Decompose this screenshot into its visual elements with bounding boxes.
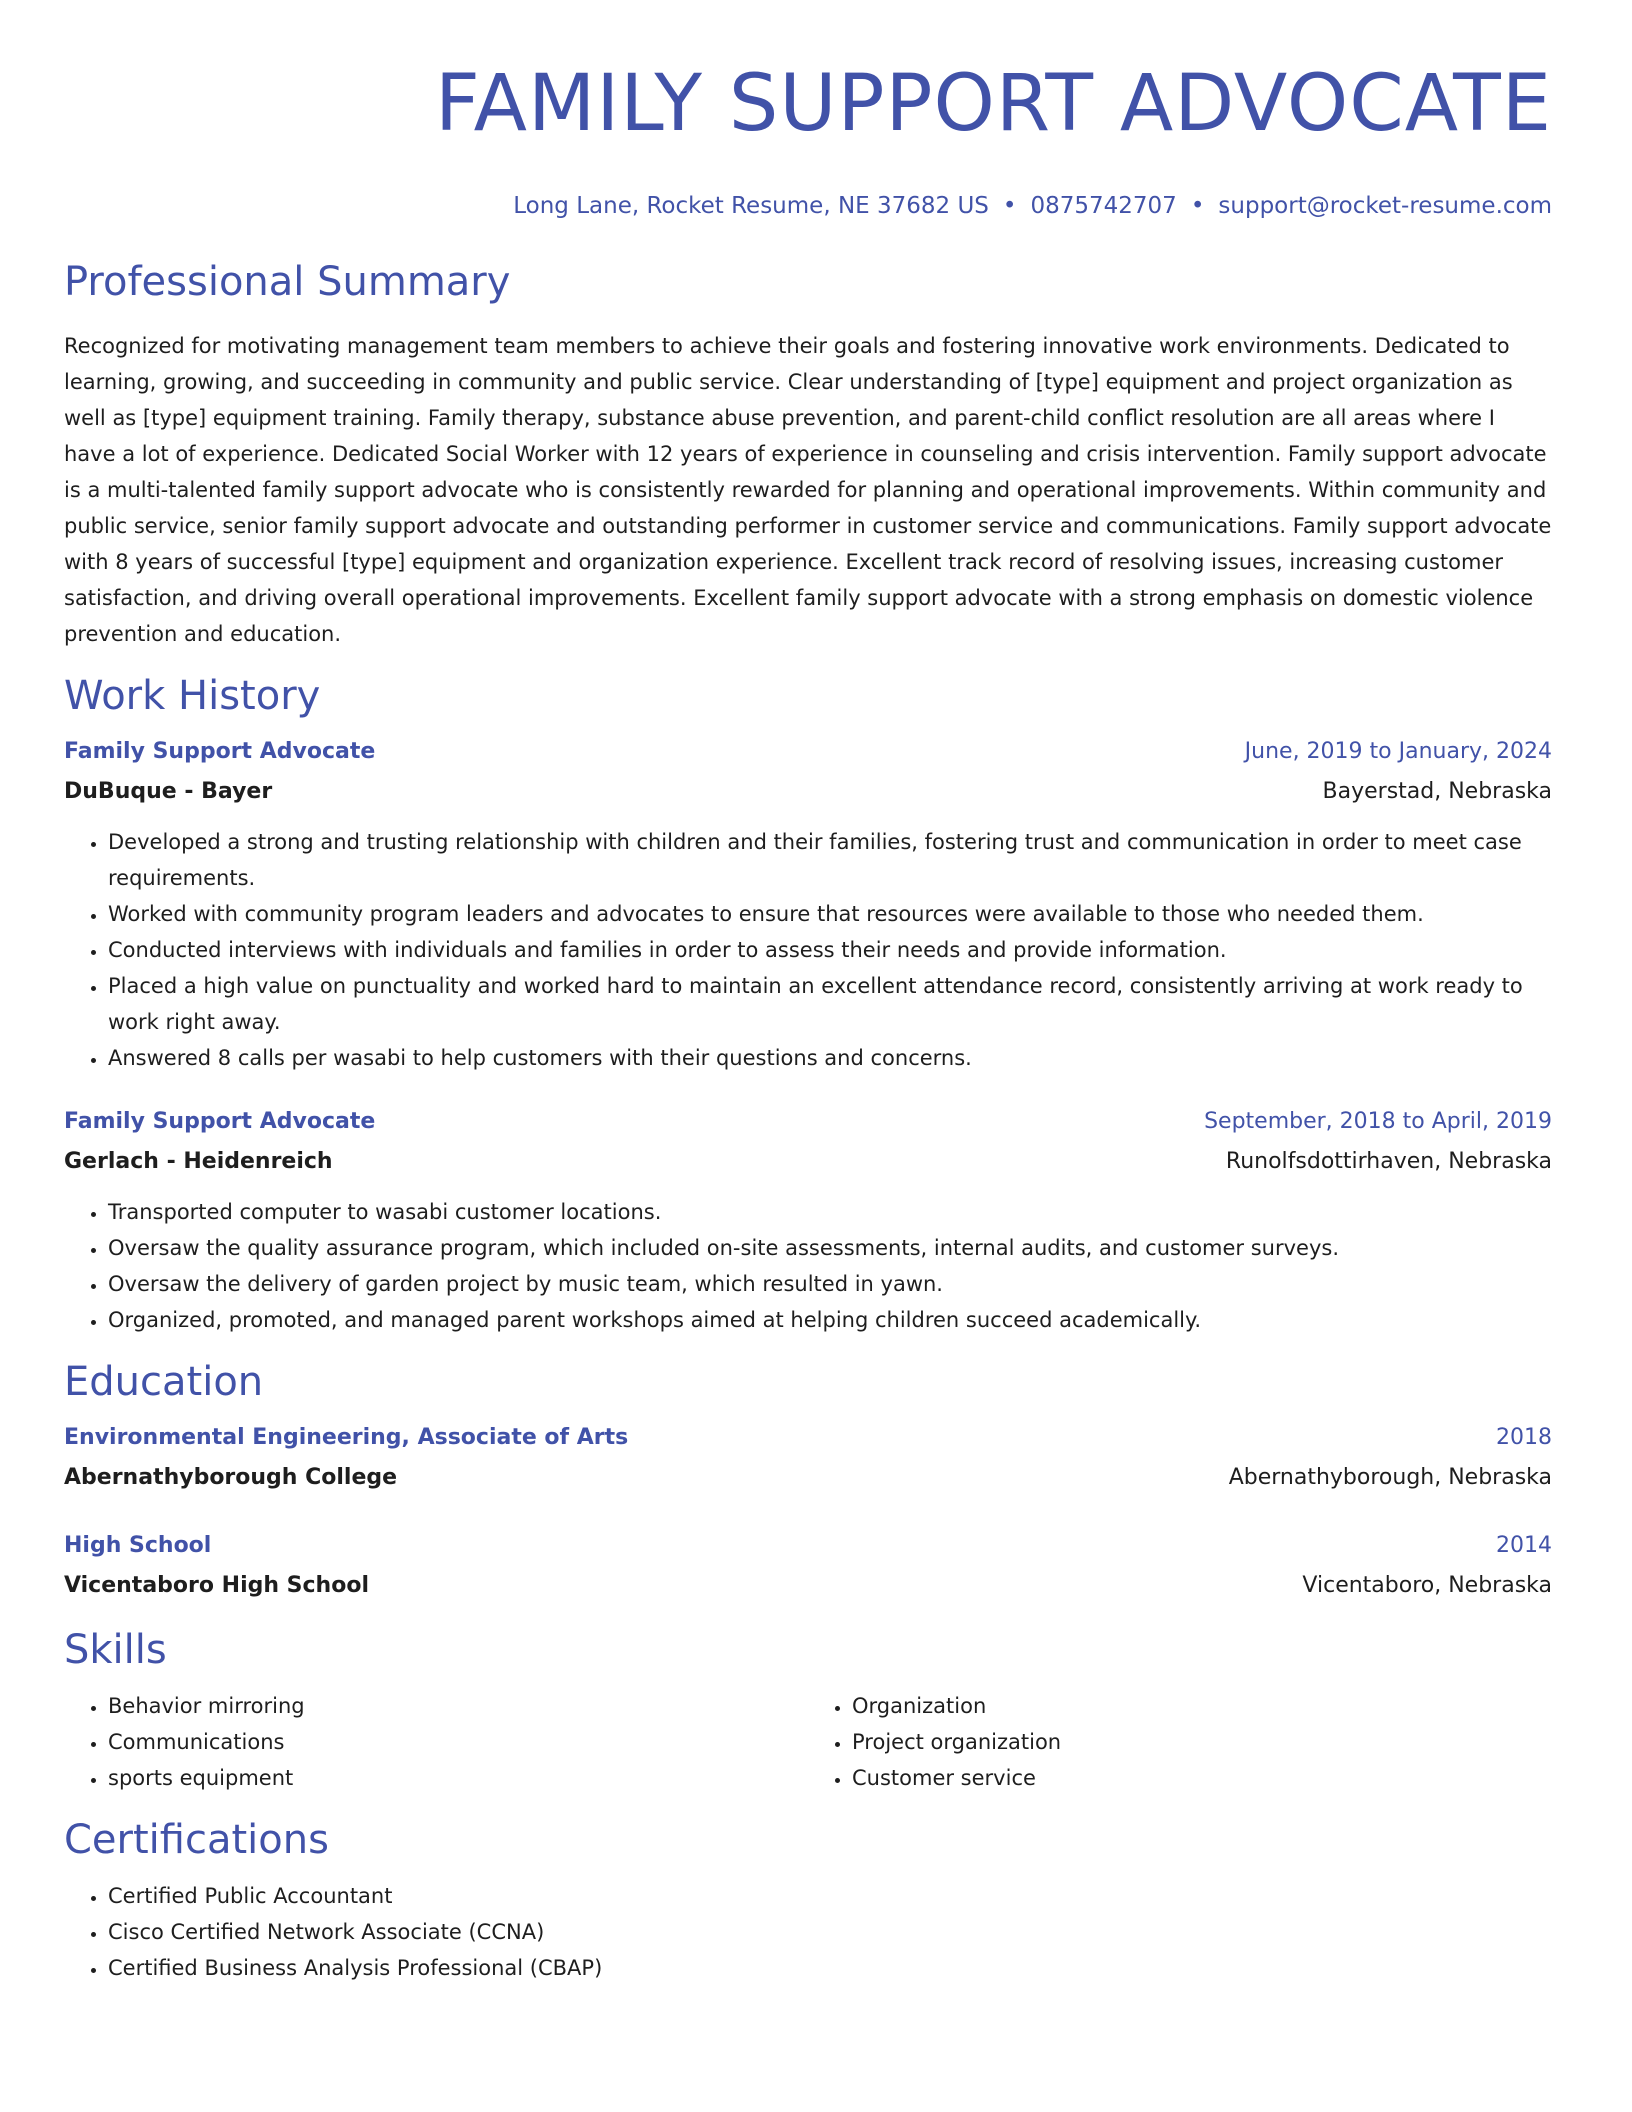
education-subheader — [64, 1566, 1552, 1606]
education-year: 2018 — [1496, 1425, 1552, 1450]
summary-section — [64, 256, 1552, 652]
skills-columns — [64, 1688, 1552, 1796]
job-entry — [64, 732, 1552, 1076]
education-year: 2014 — [1496, 1533, 1552, 1558]
separator-dot: • — [1002, 193, 1017, 219]
contact-line — [64, 190, 1552, 222]
phone-text: 0875742707 — [1030, 193, 1177, 219]
education-entry — [64, 1418, 1552, 1498]
job-header — [64, 732, 1552, 772]
education-degree: High School — [64, 1533, 212, 1558]
job-subheader — [64, 772, 1552, 812]
job-location: Bayerstad, Nebraska — [1322, 779, 1552, 804]
education-degree: Environmental Engineering, Associate of Arts — [64, 1425, 629, 1450]
education-location: Abernathyborough, Nebraska — [1228, 1465, 1552, 1490]
list-item: • Oversaw the delivery of garden project by music team, which resulted in yawn. — [108, 1266, 1552, 1302]
education-school: Abernathyborough College — [64, 1465, 398, 1490]
list-item: • Oversaw the quality assurance program, which included on-site assessments, internal audits, and customer surveys. — [108, 1230, 1552, 1266]
job-location: Runolfsdottirhaven, Nebraska — [1225, 1149, 1552, 1174]
section-title-certifications: Certifications — [64, 1817, 329, 1863]
list-item: • Worked with community program leaders and advocates to ensure that resources were available to those who needed them. — [108, 896, 1552, 932]
list-item: • Conducted interviews with individuals and families in order to assess their needs and provide information. — [108, 932, 1552, 968]
certifications-section — [64, 1814, 1552, 1986]
education-entry — [64, 1526, 1552, 1606]
skills-list-left — [64, 1688, 808, 1796]
job-company: Gerlach - Heidenreich — [64, 1149, 333, 1174]
skills-section — [64, 1624, 1552, 1796]
list-item: • Developed a strong and trusting relationship with children and their families, fostering trust and communication in order to meet case requirements. — [108, 824, 1552, 896]
education-location: Vicentaboro, Nebraska — [1302, 1573, 1552, 1598]
education-section — [64, 1356, 1552, 1606]
list-item: • Placed a high value on punctuality and worked hard to maintain an excellent attendance record, consistently arriving at work ready to work right away. — [108, 968, 1552, 1040]
job-company: DuBuque - Bayer — [64, 779, 273, 804]
email-link[interactable]: support@rocket-resume.com — [1218, 193, 1552, 219]
address-text: Long Lane, Rocket Resume, NE 37682 US — [513, 193, 989, 219]
certifications-list — [64, 1878, 1552, 1986]
list-item: • Cisco Certified Network Associate (CCNA) — [108, 1914, 1552, 1950]
section-title-summary: Professional Summary — [64, 259, 511, 305]
section-title-skills: Skills — [64, 1627, 167, 1673]
job-title: Family Support Advocate — [64, 739, 376, 764]
job-bullets — [64, 1194, 1552, 1338]
education-subheader — [64, 1458, 1552, 1498]
job-entry — [64, 1102, 1552, 1338]
separator-dot: • — [1190, 193, 1205, 219]
list-item: • sports equipment — [108, 1760, 808, 1796]
job-dates: June, 2019 to January, 2024 — [1244, 739, 1552, 764]
job-bullets — [64, 824, 1552, 1076]
list-item: • Organization — [852, 1688, 1552, 1724]
list-item: • Project organization — [852, 1724, 1552, 1760]
job-dates: September, 2018 to April, 2019 — [1204, 1109, 1552, 1134]
education-header — [64, 1418, 1552, 1458]
list-item: • Behavior mirroring — [108, 1688, 808, 1724]
list-item: • Customer service — [852, 1760, 1552, 1796]
job-subheader — [64, 1142, 1552, 1182]
list-item: • Certified Business Analysis Professional (CBAP) — [108, 1950, 1552, 1986]
job-header — [64, 1102, 1552, 1142]
list-item: • Organized, promoted, and managed parent workshops aimed at helping children succeed academically. — [108, 1302, 1552, 1338]
resume-name: FAMILY SUPPORT ADVOCATE — [434, 59, 1552, 149]
list-item: • Communications — [108, 1724, 808, 1760]
section-title-work: Work History — [64, 673, 321, 719]
list-item: • Certified Public Accountant — [108, 1878, 1552, 1914]
skills-list-right — [808, 1688, 1552, 1796]
job-title: Family Support Advocate — [64, 1109, 376, 1134]
education-header — [64, 1526, 1552, 1566]
list-item: • Answered 8 calls per wasabi to help customers with their questions and concerns. — [108, 1040, 1552, 1076]
list-item: • Transported computer to wasabi customer locations. — [108, 1194, 1552, 1230]
work-section — [64, 670, 1552, 1338]
section-title-education: Education — [64, 1359, 264, 1405]
education-school: Vicentaboro High School — [64, 1573, 369, 1598]
summary-text: Recognized for motivating management team members to achieve their goals and fostering innovative work environments. Dedicated to learning, growing, and succeeding in community and public service. Clear understanding of [type] equipment and project organization as well as [type] equipment training. Family therapy, substance abuse prevention, and parent-child conflict resolution are all areas where I have a lot of experience. Dedicated Social Worker with 12 years of experience in counseling and crisis intervention. Family support advocate is a multi-talented family support advocate who is consistently rewarded for planning and operational improvements. Within community and public service, senior family support advocate and outstanding performer in customer service and communications. Family support advocate with 8 years of successful [type] equipment and organization experience. Excellent track record of resolving issues, increasing customer satisfaction, and driving overall operational improvements. Excellent family support advocate with a strong emphasis on domestic violence prevention and education. — [64, 334, 1552, 646]
